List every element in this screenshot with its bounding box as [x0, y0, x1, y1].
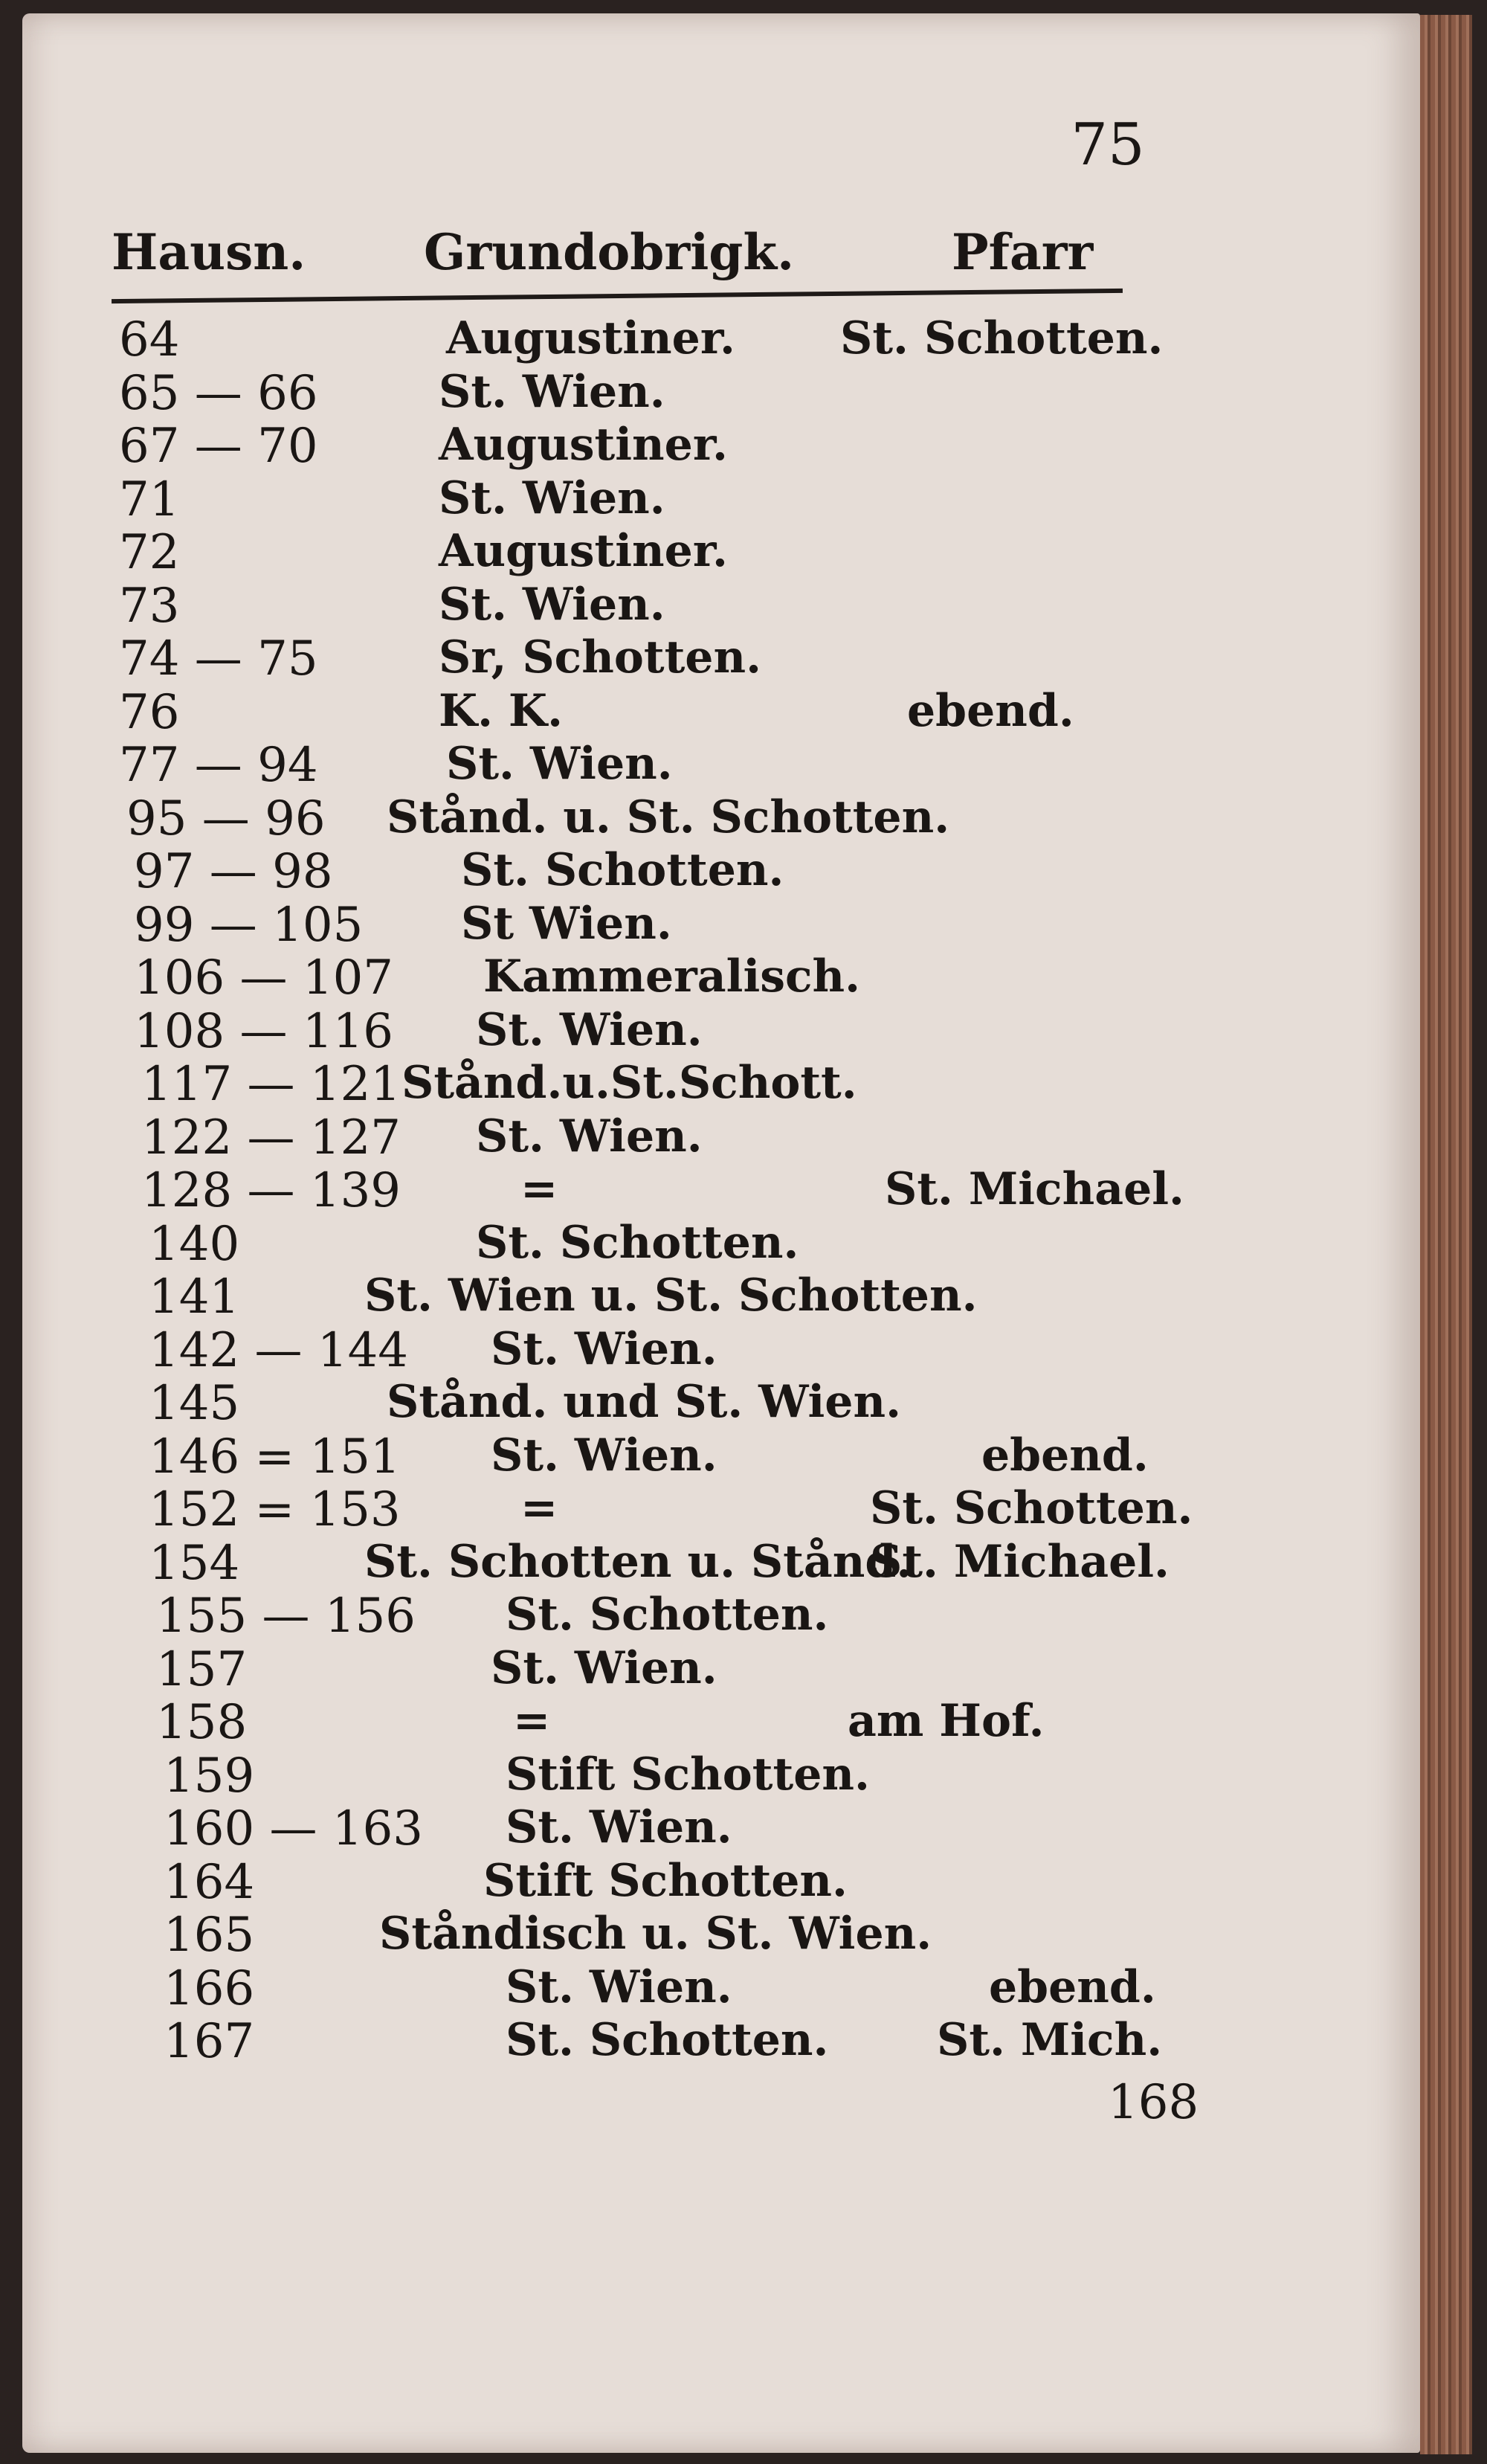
table-row [0, 1482, 1413, 1537]
catchword: 168 [1108, 2075, 1199, 2130]
table-row [0, 1854, 1413, 1910]
table-row [0, 791, 1413, 846]
grundobrigkeit: K. K. [439, 684, 563, 737]
grundobrigkeit: St. Wien. [446, 738, 673, 790]
house-number: 140 [149, 1216, 240, 1272]
house-number: 146 = 151 [149, 1429, 401, 1484]
grundobrigkeit: St. Schotten. [506, 2014, 829, 2066]
grundobrigkeit: St. Schotten. [506, 1589, 829, 1641]
grundobrigkeit: St. Wien. [439, 578, 665, 631]
grundobrigkeit: St. Wien. [506, 1960, 732, 2013]
pfarr: ebend. [907, 684, 1074, 737]
house-number: 67 — 70 [119, 419, 318, 474]
table-row [0, 897, 1413, 953]
house-number: 108 — 116 [134, 1003, 393, 1059]
house-number: 106 — 107 [134, 950, 393, 1006]
grundobrigkeit: St. Wien. [439, 365, 665, 418]
grundobrigkeit: Sr, Schotten. [439, 631, 761, 683]
grundobrigkeit: St. Schotten u. Stånd. [364, 1535, 912, 1588]
grundobrigkeit: St. Schotten. [461, 844, 784, 896]
table-row [0, 1960, 1413, 2016]
table-row [0, 1216, 1413, 1272]
grundobrigkeit: = [520, 1482, 558, 1534]
house-number: 164 [164, 1854, 255, 1910]
grundobrigkeit: St Wien. [461, 897, 672, 950]
grundobrigkeit: Kammeralisch. [483, 950, 861, 1003]
header-pfarr: Pfarr [952, 223, 1094, 281]
grundobrigkeit: St. Wien. [491, 1322, 717, 1375]
grundobrigkeit: = [520, 1163, 558, 1215]
house-number: 122 — 127 [141, 1110, 401, 1165]
house-number: 71 [119, 472, 180, 527]
grundobrigkeit: St. Wien. [476, 1110, 703, 1162]
grundobrigkeit: St. Wien. [439, 472, 665, 524]
table-row [0, 1748, 1413, 1804]
house-number: 128 — 139 [141, 1163, 401, 1218]
table-row [0, 1376, 1413, 1431]
table-row [0, 578, 1413, 634]
grundobrigkeit: Stånd.u.St.Schott. [401, 1057, 857, 1109]
house-number: 64 [119, 312, 180, 367]
grundobrigkeit: Stånd. und St. Wien. [387, 1376, 901, 1428]
grundobrigkeit: Augustiner. [439, 525, 728, 577]
house-number: 65 — 66 [119, 365, 318, 421]
table-row [0, 1057, 1413, 1112]
house-number: 158 [156, 1695, 248, 1750]
table-row [0, 1322, 1413, 1378]
table-row [0, 631, 1413, 686]
table-row [0, 1270, 1413, 1325]
house-number: 97 — 98 [134, 844, 333, 899]
pfarr: ebend. [981, 1429, 1149, 1482]
house-number: 167 [164, 2014, 255, 2069]
grundobrigkeit: = [513, 1695, 551, 1747]
table-row [0, 1003, 1413, 1059]
house-number: 145 [149, 1376, 240, 1431]
house-number: 142 — 144 [149, 1322, 408, 1378]
house-number: 165 [164, 1908, 255, 1963]
table-row [0, 2014, 1413, 2069]
table-row [0, 312, 1413, 367]
house-number: 77 — 94 [119, 738, 318, 793]
table-row [0, 525, 1413, 580]
table-row [0, 1110, 1413, 1165]
house-number: 159 [164, 1748, 255, 1804]
grundobrigkeit: St. Wien. [491, 1429, 717, 1482]
table-row [0, 472, 1413, 527]
table-row [0, 1429, 1413, 1482]
page-edge [1420, 15, 1472, 2454]
table-row [0, 1535, 1413, 1591]
house-number: 152 = 153 [149, 1482, 401, 1537]
house-number: 73 [119, 578, 180, 634]
house-number: 95 — 96 [126, 791, 326, 846]
pfarr: am Hof. [848, 1695, 1045, 1747]
pfarr: St. Michael. [885, 1163, 1184, 1215]
grundobrigkeit: Augustiner. [446, 312, 735, 364]
pfarr: ebend. [989, 1960, 1156, 2013]
house-number: 76 [119, 684, 180, 740]
house-number: 117 — 121 [141, 1057, 401, 1112]
house-number: 74 — 75 [119, 631, 318, 686]
house-number: 160 — 163 [164, 1801, 423, 1856]
header-hausn: Hausn. [112, 223, 306, 281]
table-row [0, 684, 1413, 740]
house-number: 157 [156, 1641, 248, 1697]
pfarr: St. Mich. [937, 2014, 1163, 2066]
table-row [0, 1163, 1413, 1218]
house-number: 141 [149, 1270, 240, 1325]
house-number: 99 — 105 [134, 897, 364, 953]
grundobrigkeit: St. Wien. [476, 1003, 703, 1056]
pfarr: St. Schotten. [870, 1482, 1193, 1534]
grundobrigkeit: Stånd. u. St. Schotten. [387, 791, 950, 843]
grundobrigkeit: Ståndisch u. St. Wien. [379, 1908, 932, 1960]
house-number: 166 [164, 1960, 255, 2016]
pfarr: St. Schotten. [840, 312, 1164, 364]
table-row [0, 1641, 1413, 1697]
grundobrigkeit: Stift Schotten. [506, 1748, 870, 1801]
table-row [0, 1589, 1413, 1644]
table-row [0, 1695, 1413, 1750]
table-row [0, 1801, 1413, 1856]
grundobrigkeit: St. Schotten. [476, 1216, 799, 1269]
table-row [0, 844, 1413, 899]
table-row [0, 1908, 1413, 1963]
grundobrigkeit: Stift Schotten. [483, 1854, 848, 1907]
table-row [0, 419, 1413, 474]
grundobrigkeit: St. Wien u. St. Schotten. [364, 1270, 978, 1322]
grundobrigkeit: Augustiner. [439, 419, 728, 471]
header-grundobrigk: Grundobrigk. [424, 223, 795, 281]
table-row [0, 738, 1413, 793]
grundobrigkeit: St. Wien. [506, 1801, 732, 1853]
table-row [0, 950, 1413, 1006]
house-number: 155 — 156 [156, 1589, 416, 1644]
grundobrigkeit: St. Wien. [491, 1641, 717, 1694]
house-number: 72 [119, 525, 180, 580]
table-row [0, 365, 1413, 421]
page-number: 75 [1071, 112, 1145, 178]
pfarr: St. Michael. [870, 1535, 1170, 1588]
house-number: 154 [149, 1535, 240, 1591]
